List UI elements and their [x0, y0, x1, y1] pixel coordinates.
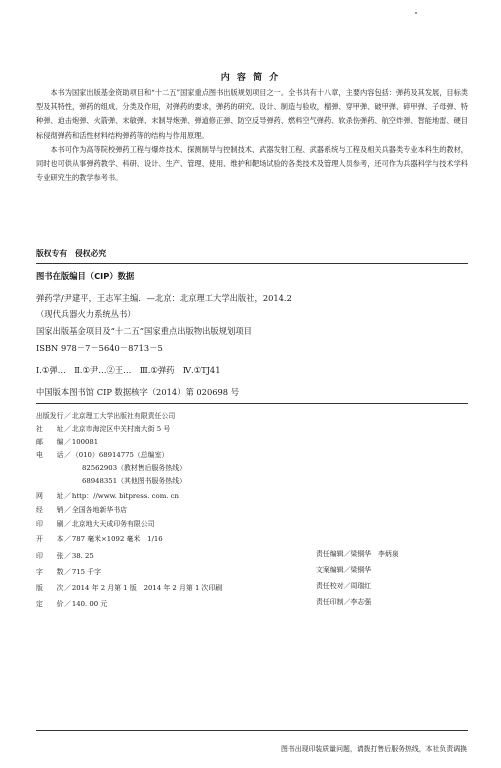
copyright-notice: 版权专有 侵权必究 [36, 249, 107, 258]
editor-credits [316, 548, 476, 618]
pub-value: 100081 [71, 438, 99, 446]
scan-dot [415, 12, 417, 14]
divider [36, 263, 468, 264]
pub-value: 北京市海淀区中关村南大街 5 号 [71, 425, 171, 433]
pub-value: （010）68914775（总编室） [71, 451, 169, 459]
pub-value: 140. 00 元 [71, 600, 108, 608]
summary-paragraph: 本书可作为高等院校弹药工程与爆炸技术、探测制导与控制技术、武器发射工程、武器系统与工程及相关兵器类专业本科生的教材，同时也可供从事弹药教学、科研、设计、生产、管理、使用、维护和靶场试验的各类技术及管理人员参考，还可作为兵器科学与技术学科专业研究生的教学参考书。 [36, 144, 468, 183]
cip-line: 国家出版基金项目及“十二五”国家重点出版物出版规划项目 [36, 326, 252, 336]
editor-line: 责任印制／李志强 [316, 598, 372, 606]
pub-value: 68948351（其他图书服务热线） [82, 477, 186, 485]
divider [36, 403, 468, 404]
cip-heading: 图书在版编目（CIP）数据 [36, 271, 135, 281]
pub-key: 电 话 [36, 451, 64, 459]
pub-key: 出版发行 [36, 412, 64, 420]
pub-value: 全国各地新华书店 [71, 506, 128, 514]
divider [36, 730, 468, 731]
editor-line: 责任校对／周瑞红 [316, 582, 372, 590]
pub-value: 北京理工大学出版社有限责任公司 [71, 412, 176, 420]
pub-key: 经 销 [36, 506, 64, 514]
pub-key: 印 刷 [36, 520, 64, 528]
pub-value: 715 千字 [71, 568, 102, 576]
cip-block [36, 270, 466, 397]
pub-value: 82562903（教材售后服务热线） [82, 464, 186, 472]
summary-title: 内 容 简 介 [220, 73, 281, 83]
cip-record-number: 中国版本图书馆 CIP 数据核字（2014）第 020698 号 [36, 387, 239, 397]
pub-value: 2014 年 2 月第 1 版 2014 年 2 月第 1 次印刷 [71, 584, 223, 592]
pub-key: 邮 编 [36, 438, 64, 446]
pub-key: 印 张 [36, 552, 64, 560]
pub-key: 字 数 [36, 568, 64, 576]
cip-line: 弹药学/尹建平，王志军主编．—北京：北京理工大学出版社，2014.2 [36, 293, 292, 303]
pub-key: 网 址 [36, 492, 64, 500]
pub-key: 开 本 [36, 535, 64, 543]
pub-value: 38. 25 [71, 552, 94, 560]
cip-isbn: ISBN 978－7－5640－8713－5 [36, 343, 163, 353]
summary-body [36, 86, 468, 185]
summary-paragraph: 本书为国家出版基金资助项目和“十二五”国家重点图书出版规划项目之一。全书共有十八章，主要内容包括：弹药及其发展，目标类型及其特性，弹药的组成、分类及作用，对弹药的要求，弹药的研究、设计、制造与验收，榴弹、穿甲弹、破甲弹、碎甲弹、子母弹、特种弹、迫击炮弹、火箭弹、末敏弹、末制导炮弹、弹道修正弹、防空反导弹药、燃料空气弹药、软杀伤弹药、航空炸弹、智能地雷、硬目标侵彻弹药和活性材料结构弹药等的结构与作用原理。 [36, 88, 468, 140]
pub-value: 北京地大天成印务有限公司 [71, 520, 155, 528]
cip-line: （现代兵器火力系统丛书） [36, 309, 136, 319]
pub-key: 社 址 [36, 425, 64, 433]
pub-value: 787 毫米×1092 毫米 1/16 [71, 535, 163, 543]
pub-key: 版 次 [36, 584, 64, 592]
quality-notice: 图书出现印装质量问题，请拨打售后服务热线，本社负责调换 [280, 745, 467, 753]
pub-value: http：//www. bitpress. com. cn [71, 492, 179, 500]
pub-key: 定 价 [36, 600, 64, 608]
editor-line: 责任编辑／梁铜华 李炳泉 [316, 550, 399, 558]
publication-info: 出版发行／北京理工大学出版社有限责任公司 社 址／北京市海淀区中关村南大街 5 号 邮 编／100081 电 话／（010）68914775（总编室） 82562903（教材售后服务热线） 68948351（其他图书服务热线） 网 址／http：//www. bitpress. com. cn 经 销／全国各地新华书店 印 刷／北京地大天成印务有限公司 开 本／787 毫米×1092 毫米 1/16 印 张／38. 25 字 数／715 千字 版 次／2014 年 2 月第 1 版 2014 年 2 月第 1 次印刷 定 价／140. 00 元 [36, 412, 223, 608]
editor-line: 文案编辑／梁铜华 [316, 566, 372, 574]
cip-classification: Ⅰ.①弹… Ⅱ.①尹…②王… Ⅲ.①弹药 Ⅳ.①TJ41 [36, 365, 221, 375]
